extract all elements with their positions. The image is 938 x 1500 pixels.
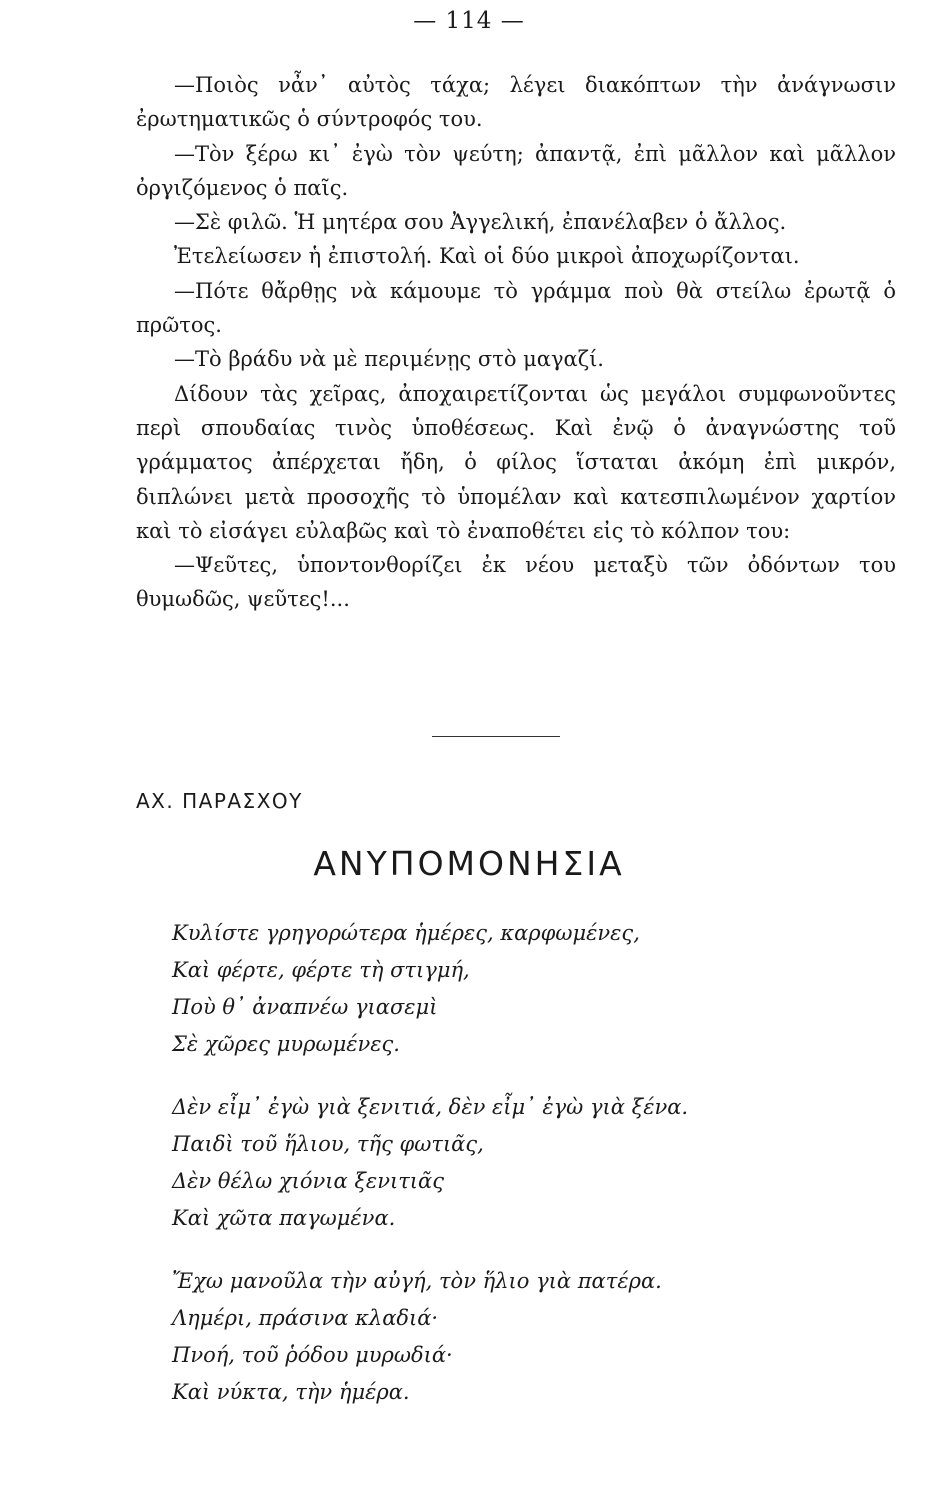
stanza (172, 915, 892, 1063)
poem-line: Καὶ φέρτε, φέρτε τὴ στιγμή, (172, 958, 470, 982)
paragraph: —Τὸ βράδυ νὰ μὲ περιμένῃς στὸ μαγαζί. (174, 347, 604, 372)
paragraph: —Ποιὸς νἆν᾽ αὐτὸς τάχα; λέγει διακόπτων τὴν ἀνάγνωσιν ἐρωτηματικῶς ὁ σύντροφός του. (136, 73, 896, 132)
poem-line: Κυλίστε γρηγορώτερα ἡμέρες, καρφωμένες, (172, 921, 640, 945)
poem-author: ΑΧ. ΠΑΡΑΣΧΟΥ (136, 789, 303, 813)
paragraph: —Τὸν ξέρω κι᾽ ἐγὼ τὸν ψεύτη; ἀπαντᾷ, ἐπὶ μᾶλλον καὶ μᾶλλον ὀργιζόμενος ὁ παῖς. (136, 141, 896, 200)
poem-title: ΑΝΥΠΟΜΟΝΗΣΙΑ (313, 844, 625, 883)
paragraph: —Πότε θἄρθῃς νὰ κάμουμε τὸ γράμμα ποὺ θὰ στείλω ἐρωτᾷ ὁ πρῶτος. (136, 278, 896, 338)
stanza (172, 1263, 892, 1411)
poem-line: Καὶ νύκτα, τὴν ἡμέρα. (172, 1380, 410, 1404)
section-divider (432, 736, 560, 737)
poem-line: Παιδὶ τοῦ ἥλιου, τῆς φωτιᾶς, (172, 1132, 484, 1156)
poem-line: Ποὺ θ᾽ ἀναπνέω γιασεμὶ (172, 995, 438, 1019)
paragraph: —Σὲ φιλῶ. Ἡ μητέρα σου Ἀγγελική, ἐπανέλαβεν ὁ ἄλλος. (174, 210, 787, 235)
paragraph: Δίδουν τὰς χεῖρας, ἀποχαιρετίζονται ὡς μεγάλοι συμφωνοῦντες περὶ σπουδαίας τινὸς ὑποθέσεως. Καὶ ἐνῷ ὁ ἀναγνώστης τοῦ γράμματος ἀπέρχεται ἤδη, ὁ φίλος ἵσταται ἀκόμη ἐπὶ μικρόν, διπλώνει μετὰ προσοχῆς τὸ ὑπομέλαν καὶ κατεσπιλωμένον χαρτίον καὶ τὸ εἰσάγει εὐλαβῶς καὶ τὸ ἐναποθέτει εἰς τὸ κόλπον του: (136, 381, 896, 543)
poem-line: Ἔχω μανοῦλα τὴν αὐγή, τὸν ἥλιο γιὰ πατέρα. (172, 1269, 662, 1293)
poem (172, 915, 892, 1437)
poem-line: Δὲν θέλω χιόνια ξενιτιᾶς (172, 1169, 444, 1193)
page-number: — 114 — (413, 8, 525, 34)
poem-line: Λημέρι, πράσινα κλαδιά· (172, 1306, 439, 1330)
poem-line: Σὲ χῶρες μυρωμένες. (172, 1032, 400, 1056)
poem-line: Δὲν εἶμ᾽ ἐγὼ γιὰ ξενιτιά, δὲν εἶμ᾽ ἐγὼ γιὰ ξένα. (172, 1095, 689, 1119)
stanza (172, 1089, 892, 1237)
paragraph: —Ψεῦτες, ὑποντονθορίζει ἐκ νέου μεταξὺ τῶν ὀδόντων του θυμωδῶς, ψεῦτες!... (136, 553, 896, 612)
prose-section (136, 68, 896, 617)
poem-line: Πνοή, τοῦ ῥόδου μυρωδιά· (172, 1343, 453, 1367)
paragraph: Ἐτελείωσεν ἡ ἐπιστολή. Καὶ οἱ δύο μικροὶ ἀποχωρίζονται. (174, 244, 800, 269)
poem-line: Καὶ χῶτα παγωμένα. (172, 1206, 396, 1230)
